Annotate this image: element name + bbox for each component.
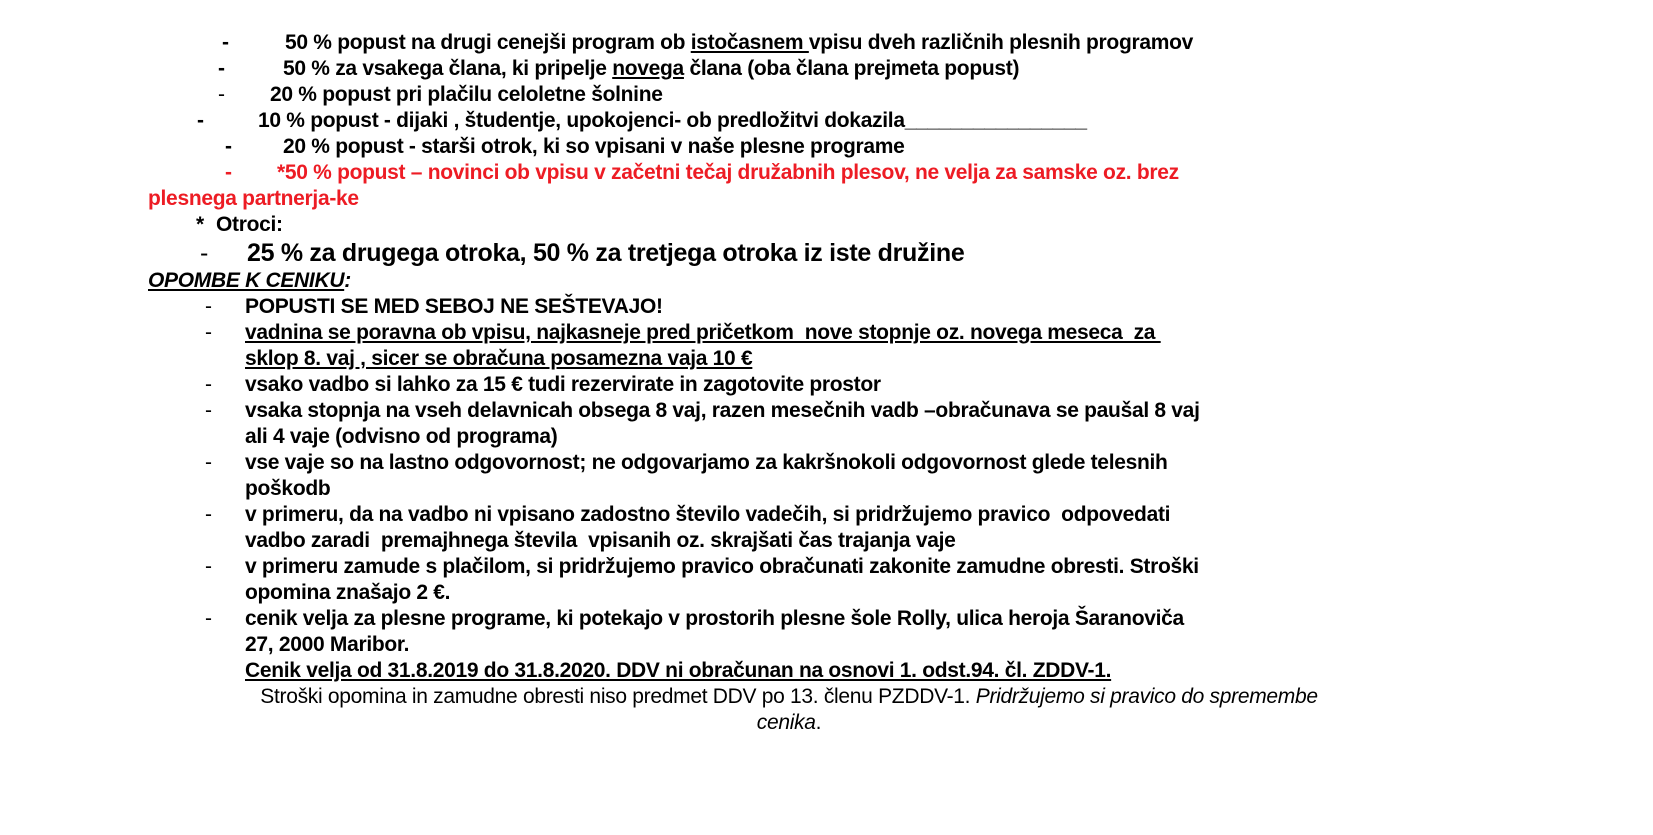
text-run: cenika (756, 711, 816, 734)
note-item (205, 294, 1653, 320)
list-marker: - (205, 503, 212, 526)
text-run: člana (oba člana prejmeta popust) (683, 57, 1020, 80)
text-run: vpisu dveh različnih plesnih programov (808, 31, 1194, 54)
text-run: 20 % popust pri plačilu celoletne šolnine (270, 83, 663, 106)
note-item-continuation (245, 528, 1653, 554)
children-discount-item (200, 238, 1653, 268)
discount-item (197, 108, 1653, 134)
list-marker: - (218, 83, 225, 106)
list-marker: - (205, 373, 212, 396)
text-run: poškodb (245, 477, 331, 500)
text-run: vadbo zaradi premajhnega števila vpisanih oz. skrajšati čas trajanja vaje (245, 529, 956, 552)
note-item (205, 320, 1653, 346)
note-item (205, 398, 1653, 424)
discount-item (225, 134, 1653, 160)
text-run: 27, 2000 Maribor. (245, 633, 410, 656)
list-marker: - (200, 239, 209, 267)
list-marker: - (205, 321, 212, 344)
discount-item-highlight (225, 160, 1653, 186)
text-run: vadnina se poravna ob vpisu, najkasneje pred pričetkom nove stopnje oz. novega meseca za (245, 321, 1161, 344)
text-run: : (344, 269, 351, 292)
note-item (205, 606, 1653, 632)
text-run: Cenik velja od 31.8.2019 do 31.8.2020. DDV ni obračunan na osnovi 1. odst.94. čl. ZDDV-1. (245, 659, 1112, 682)
note-item (205, 502, 1653, 528)
text-run: istočasnem (690, 31, 809, 54)
footer-line (148, 710, 1430, 736)
text-run: 10 % popust - dijaki , študentje, upokojenci- ob predložitvi dokazila________________ (258, 109, 1087, 132)
list-marker: - (205, 555, 212, 578)
text-run: opomina znašajo 2 €. (245, 581, 451, 604)
validity-line (245, 658, 1653, 684)
discount-item (222, 30, 1653, 56)
text-run: 50 % popust na drugi cenejši program ob (285, 31, 691, 54)
list-marker: - (225, 161, 232, 184)
text-run: 25 % za drugega otroka, 50 % za tretjega otroka iz iste družine (247, 239, 965, 267)
text-run: cenik velja za plesne programe, ki potekajo v prostorih plesne šole Rolly, ulica heroja Šaranoviča (245, 607, 1184, 630)
note-item-continuation (245, 476, 1653, 502)
text-run: 50 % za vsakega člana, ki pripelje (283, 57, 613, 80)
list-marker: - (205, 399, 212, 422)
text-run: v primeru zamude s plačilom, si pridržujemo pravico obračunati zakonite zamudne obresti. Stroški (245, 555, 1199, 578)
text-run: ali 4 vaje (odvisno od programa) (245, 425, 558, 448)
text-run: . (815, 711, 822, 734)
text-run: vsako vadbo si lahko za 15 € tudi rezervirate in zagotovite prostor (245, 373, 881, 396)
list-marker: - (205, 295, 212, 318)
list-marker: - (222, 31, 229, 54)
note-item-continuation (245, 632, 1653, 658)
text-run: sklop 8. vaj , sicer se obračuna posamezna vaja 10 € (245, 347, 753, 370)
text-run: Otroci: (216, 213, 283, 236)
note-item (205, 450, 1653, 476)
note-item-continuation (245, 424, 1653, 450)
note-item-continuation (245, 580, 1653, 606)
text-run: 20 % popust - starši otrok, ki so vpisani v naše plesne programe (283, 135, 905, 158)
discount-item-highlight-continuation (148, 186, 1653, 212)
text-run: v primeru, da na vadbo ni vpisano zadostno število vadečih, si pridržujemo pravico odpovedati (245, 503, 1171, 526)
discount-item (218, 82, 1653, 108)
list-marker: - (205, 451, 212, 474)
list-marker: - (205, 607, 212, 630)
list-marker: - (197, 109, 204, 132)
text-run: Stroški opomina in zamudne obresti niso predmet DDV po 13. členu PZDDV-1. (260, 685, 976, 708)
text-run: OPOMBE K CENIKU (148, 269, 345, 292)
note-item (205, 372, 1653, 398)
text-run: plesnega partnerja-ke (148, 187, 359, 210)
text-run: POPUSTI SE MED SEBOJ NE SEŠTEVAJO! (245, 295, 663, 318)
text-run: vse vaje so na lastno odgovornost; ne odgovarjamo za kakršnokoli odgovornost glede telesnih (245, 451, 1168, 474)
text-run: *50 % popust – novinci ob vpisu v začetni tečaj družabnih plesov, ne velja za samske oz. brez (277, 161, 1179, 184)
list-marker: * (196, 213, 204, 236)
footer-line (148, 684, 1430, 710)
text-run: Pridržujemo si pravico do spremembe (975, 685, 1318, 708)
children-heading (196, 212, 1653, 238)
note-item-continuation (245, 346, 1653, 372)
list-marker: - (218, 57, 225, 80)
note-item (205, 554, 1653, 580)
notes-heading (148, 268, 1653, 294)
discount-item (218, 56, 1653, 82)
text-run: novega (612, 57, 684, 80)
list-marker: - (225, 135, 232, 158)
text-run: vsaka stopnja na vseh delavnicah obsega 8 vaj, razen mesečnih vadb –obračunava se paušal 8 vaj (245, 399, 1200, 422)
